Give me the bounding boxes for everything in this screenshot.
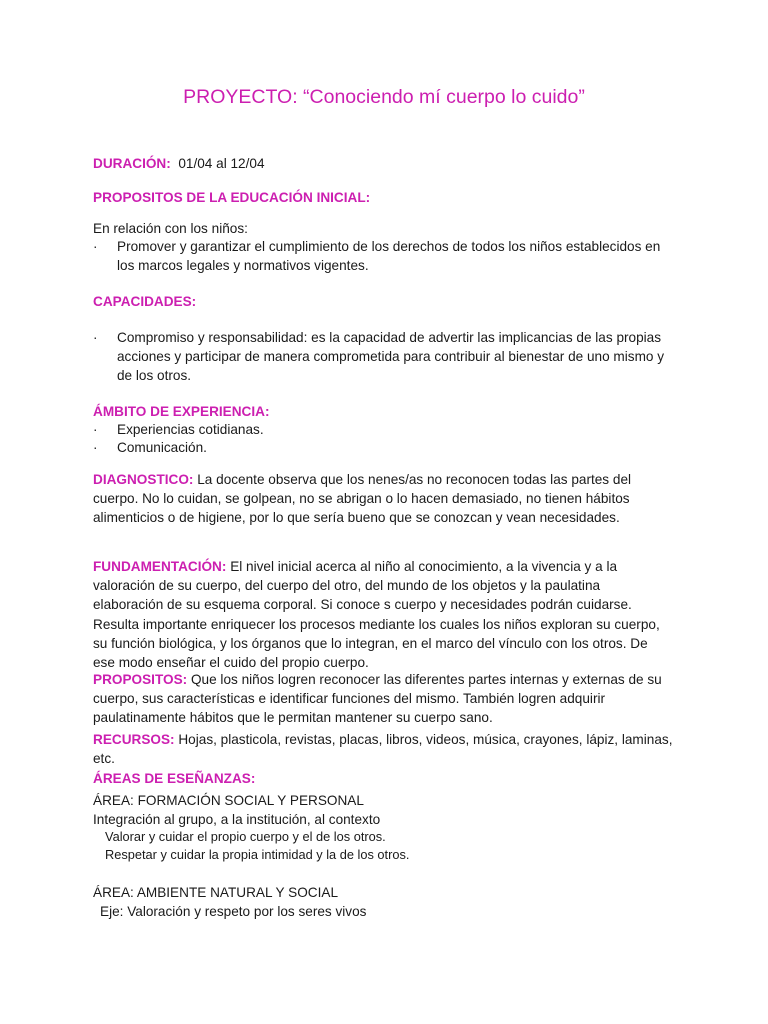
propositos-inicial-intro: En relación con los niños: bbox=[93, 221, 248, 236]
bullet-icon: · bbox=[93, 239, 98, 254]
diagnostico-paragraph bbox=[93, 470, 673, 528]
bullet-icon: · bbox=[93, 422, 98, 437]
area-1-item: Respetar y cuidar la propia intimidad y la de los otros. bbox=[105, 847, 410, 862]
areas-heading: ÁREAS DE ESEÑANZAS: bbox=[93, 771, 256, 786]
capacidades-heading: CAPACIDADES: bbox=[93, 294, 197, 309]
duracion-value: 01/04 al 12/04 bbox=[178, 156, 265, 171]
recursos-text: Hojas, plasticola, revistas, placas, libros, videos, música, crayones, lápiz, laminas, etc. bbox=[93, 732, 673, 767]
propositos-paragraph bbox=[93, 670, 673, 728]
list-item-text: Experiencias cotidianas. bbox=[117, 422, 264, 437]
list-item-text: Promover y garantizar el cumplimiento de los derechos de todos los niños establecidos en los marcos legales y normativos vigentes. bbox=[117, 239, 661, 273]
fundamentacion-text: El nivel inicial acerca al niño al conocimiento, a la vivencia y a la valoración de su cuerpo, del cuerpo del otro, del mundo de los objetos y la paulatina elaboración de su esquema corporal. Si conoce s cuerpo y necesidades podrán cuidarse. Resulta importante enriquecer los procesos mediante los cuales los niños exploran su cuerpo, su función biológica, y los órganos que lo integran, en el marco del vínculo con los otros. De ese modo enseñar el cuido del propio cuerpo. bbox=[93, 559, 660, 671]
propositos-inicial-heading: PROPOSITOS DE LA EDUCACIÓN INICIAL: bbox=[93, 190, 371, 205]
area-2-eje: Eje: Valoración y respeto por los seres vivos bbox=[100, 904, 367, 919]
ambito-heading: ÁMBITO DE EXPERIENCIA: bbox=[93, 404, 270, 419]
duracion-line bbox=[93, 154, 265, 173]
propositos-text: Que los niños logren reconocer las diferentes partes internas y externas de su cuerpo, sus características e identificar funciones del mismo. También logren adquirir paulatinamente hábitos que le permitan mantener su cuerpo sano. bbox=[93, 672, 662, 726]
recursos-label: RECURSOS: bbox=[93, 732, 175, 747]
project-title: PROYECTO: “Conociendo mí cuerpo lo cuido” bbox=[183, 86, 585, 108]
fundamentacion-label: FUNDAMENTACIÓN: bbox=[93, 559, 227, 574]
area-1-item: Valorar y cuidar el propio cuerpo y el de los otros. bbox=[105, 829, 386, 844]
recursos-paragraph bbox=[93, 730, 673, 768]
propositos-label: PROPOSITOS: bbox=[93, 672, 188, 687]
fundamentacion-paragraph bbox=[93, 557, 673, 672]
duracion-label: DURACIÓN: bbox=[93, 156, 171, 171]
list-item-text: Compromiso y responsabilidad: es la capacidad de advertir las implicancias de las propias acciones y participar de manera comprometida para contribuir al bienestar de uno mismo y de los otros. bbox=[117, 330, 665, 383]
bullet-icon: · bbox=[93, 440, 98, 455]
area-1-title: ÁREA: FORMACIÓN SOCIAL Y PERSONAL bbox=[93, 793, 364, 808]
list-item-text: Comunicación. bbox=[117, 440, 207, 455]
area-1-eje: Integración al grupo, a la institución, al contexto bbox=[93, 812, 381, 827]
diagnostico-text: La docente observa que los nenes/as no reconocen todas las partes del cuerpo. No lo cuidan, se golpean, no se abrigan o lo hacen demasiado, no tienen hábitos alimenticios o de higiene, por lo que sería bueno que se conozcan y vean necesidades. bbox=[93, 472, 632, 526]
area-2-title: ÁREA: AMBIENTE NATURAL Y SOCIAL bbox=[93, 885, 339, 900]
diagnostico-label: DIAGNOSTICO: bbox=[93, 472, 194, 487]
bullet-icon: · bbox=[93, 330, 98, 345]
